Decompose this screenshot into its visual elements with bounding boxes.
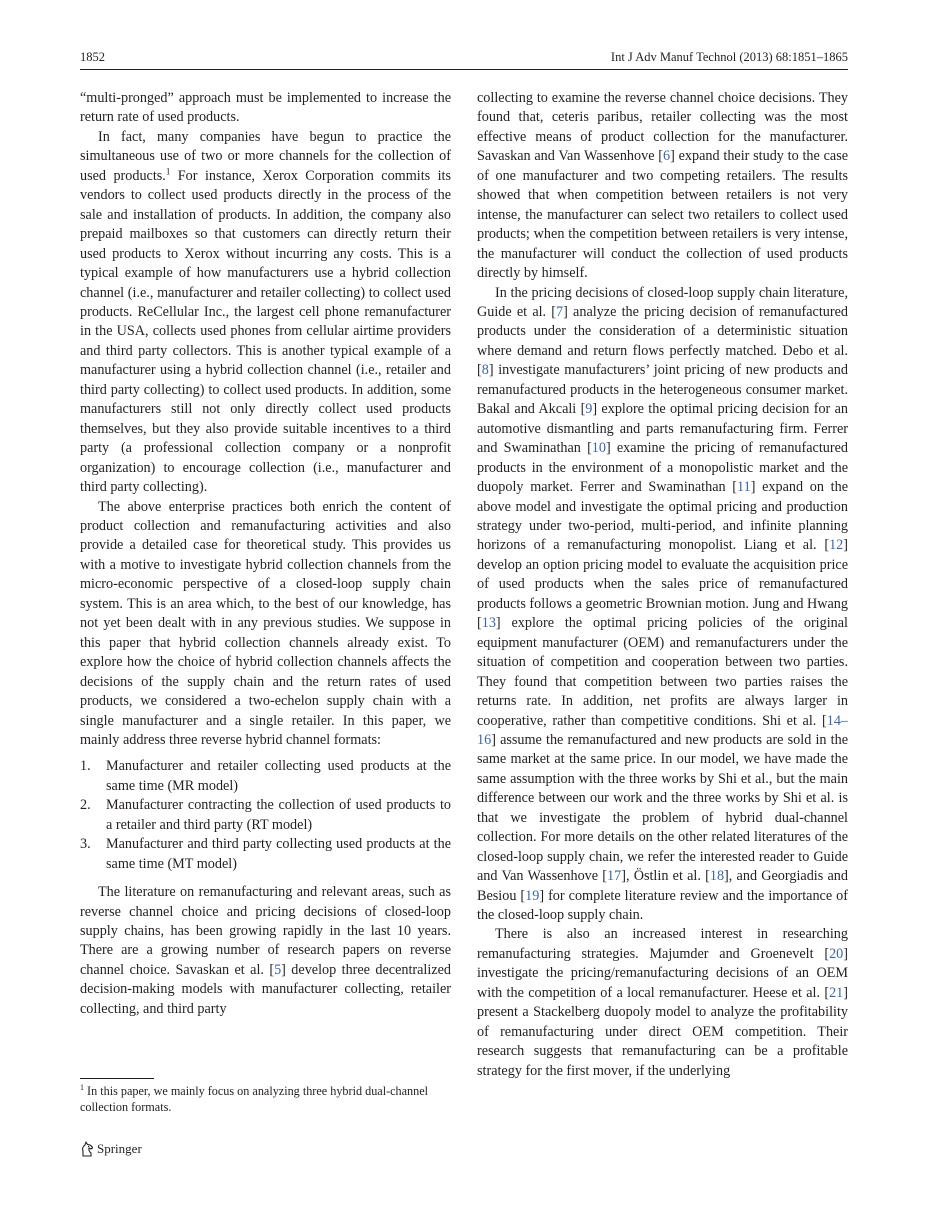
citation-link[interactable]: 9 bbox=[585, 401, 593, 418]
paragraph bbox=[80, 498, 451, 751]
paragraph-text: ] for complete literature review and the importance of the closed-loop supply chain. bbox=[477, 887, 848, 924]
citation-link[interactable]: 6 bbox=[663, 148, 671, 165]
footnote-marker[interactable]: 1 bbox=[165, 166, 171, 177]
left-column bbox=[80, 89, 451, 1019]
paragraph-text: collecting to examine the reverse channel choice decisions. They found that, ceteris paribus, retailer collecting was the most effective means of product collection for the manufacturer. Savaskan and Van Wassenhove [ bbox=[477, 90, 848, 165]
citation-link[interactable]: 5 bbox=[274, 961, 282, 978]
paragraph bbox=[477, 925, 848, 1081]
citation-link[interactable]: 20 bbox=[829, 945, 844, 962]
footnote bbox=[80, 1083, 452, 1115]
running-header bbox=[80, 50, 848, 68]
publisher-footer bbox=[80, 1140, 142, 1158]
paragraph bbox=[80, 883, 451, 1019]
citation-link[interactable]: 17 bbox=[607, 868, 622, 885]
header-rule bbox=[80, 69, 848, 70]
paragraph-text: In fact, many companies have begun to practice the simultaneous use of two or more channels for the collection of used products. bbox=[80, 128, 451, 184]
list-item bbox=[80, 835, 451, 874]
paragraph bbox=[477, 89, 848, 284]
paragraph-text: ], and Georgiadis and Besiou [ bbox=[477, 868, 848, 904]
paragraph-text: The literature on remanufacturing and relevant areas, such as reverse channel choice and pricing decisions of closed-loop supply chains, has been growing rapidly in the last 10 years. There are a growing number of research papers on reverse channel choice. Savaskan et al. [ bbox=[80, 884, 451, 978]
footnote-text: In this paper, we mainly focus on analyzing three hybrid dual-channel collection formats. bbox=[80, 1084, 429, 1114]
paragraph-text: In the pricing decisions of closed-loop supply chain literature, Guide et al. [ bbox=[477, 284, 848, 320]
paragraph-text: ] expand on the above model and investigate the optimal pricing and production strategy under two-period, multi-period, and infinite planning horizons of a remanufacturing monopolist. Liang et al. [ bbox=[477, 479, 848, 554]
paragraph-text: ] explore the optimal pricing decision for an automotive dismantling and parts remanufacturing firm. Ferrer and Swaminathan [ bbox=[477, 401, 848, 457]
citation-link[interactable]: 8 bbox=[481, 362, 489, 379]
paragraph-text: ], Östlin et al. [ bbox=[621, 868, 710, 885]
footnote-mark: 1 bbox=[80, 1082, 84, 1092]
paragraph bbox=[477, 284, 848, 926]
citation-link[interactable]: 10 bbox=[591, 440, 606, 457]
citation-link[interactable]: 12 bbox=[829, 537, 844, 554]
paragraph-text: The above enterprise practices both enrich the content of product collection and remanufacturing activities and also provide a detailed case for theoretical study. This provides us with a motive to investigate hybrid collection channels from the micro-economic perspective of a closed-loop supply chain system. This is an area which, to the best of our knowledge, has not yet been dealt with in any previous studies. We suppose in this paper that hybrid collection channels already exist. To explore how the choice of hybrid collection channels affects the decisions of the supply chain and the return rates of used products, we considered a two-echelon supply chain with a single manufacturer and a single retailer. In this paper, we mainly address three reverse hybrid channel formats: bbox=[80, 498, 451, 748]
paragraph-text: ] develop an option pricing model to evaluate the acquisition price of used products when the sales price of remanufactured products follows a geometric Brownian motion. Jung and Hwang [ bbox=[477, 537, 848, 632]
citation-link[interactable]: 18 bbox=[709, 868, 725, 885]
paragraph-text: “multi-pronged” approach must be implemented to increase the return rate of used products. bbox=[80, 90, 451, 126]
citation-link[interactable]: 11 bbox=[737, 479, 751, 496]
list-number: 1. bbox=[80, 758, 91, 775]
springer-horse-icon bbox=[80, 1141, 95, 1157]
list-item-text: Manufacturer and third party collecting used products at the same time (MT model) bbox=[106, 836, 451, 872]
paragraph-text: ] expand their study to the case of one manufacturer and two competing retailers. The results showed that when competition between retailers is not very intense, the manufacturer can select two retailers to collect used products; when the competition between retailers is very intense, the manufacturer will conduct the collection of used products directly by himself. bbox=[477, 148, 849, 282]
paragraph bbox=[80, 128, 451, 498]
list-item-text: Manufacturer and retailer collecting used products at the same time (MR model) bbox=[106, 758, 451, 794]
paragraph-text: ] analyze the pricing decision of remanufactured products under the consideration of a deterministic situation where demand and return flows perfectly matched. Debo et al. [ bbox=[477, 303, 849, 379]
paragraph-text: ] investigate the pricing/remanufacturing decisions of an OEM with the competition of a local remanufacturer. Heese et al. [ bbox=[477, 945, 848, 1001]
citation-link[interactable]: 19 bbox=[525, 887, 540, 904]
paragraph-text: ] investigate manufacturers’ joint pricing of new products and remanufactured products in the heterogeneous consumer market. Bakal and Akcali [ bbox=[477, 362, 848, 418]
list-number: 2. bbox=[80, 797, 91, 814]
citation-link[interactable]: 13 bbox=[481, 615, 496, 632]
citation-link[interactable]: 7 bbox=[556, 303, 564, 320]
right-column bbox=[477, 89, 848, 1081]
citation-link[interactable]: 14–16 bbox=[477, 712, 848, 748]
paragraph bbox=[80, 89, 451, 128]
list-item bbox=[80, 796, 451, 835]
publisher-name: Springer bbox=[97, 1141, 142, 1156]
page-number: 1852 bbox=[80, 50, 105, 64]
paragraph-text: ] develop three decentralized decision-making models with manufacturer collecting, retailer collecting, and third party bbox=[80, 961, 452, 1017]
list-item bbox=[80, 757, 451, 796]
journal-reference: Int J Adv Manuf Technol (2013) 68:1851–1865 bbox=[610, 50, 848, 64]
paragraph-text: For instance, Xerox Corporation commits its vendors to collect used products directly in the process of the sale and installation of products. In addition, the company also prepaid mailboxes so that customers can directly return their used products to Xerox without incurring any costs. This is a typical example of how manufacturers use a hybrid collection channel (i.e., manufacturer and retailer collecting) to collect used products. ReCellular Inc., the largest cell phone remanufacturer in the USA, collects used phones from cellular airtime providers and third party collectors. This is another typical example of a manufacturer using a hybrid collection channel (i.e., retailer and third party collecting) to collect used products. In addition, some manufacturers still not only directly collect used products themselves, but they also provide suitable incentives to a third party (a professional collection company or a nonprofit organization) to encourage collection (i.e., manufacturer and third party collecting). bbox=[80, 167, 451, 496]
list-item-text: Manufacturer contracting the collection of used products to a retailer and third party (RT model) bbox=[106, 797, 451, 833]
paragraph-text: ] explore the optimal pricing policies of the original equipment manufacturer (OEM) and remanufacturers under the situation of competition and cooperation between two parties. They found that competition between two parties raises the returns rate. In addition, net profits are always larger in cooperative, rather than competitive conditions. Shi et al. [ bbox=[477, 615, 848, 729]
paragraph-text: ] present a Stackelberg duopoly model to analyze the profitability of remanufacturing under direct OEM competition. Their research suggests that remanufacturing can be a profitable strategy for the first mover, if the underlying bbox=[477, 984, 848, 1079]
paragraph-text: ] examine the pricing of remanufactured products in the environment of a monopolistic market and the duopoly market. Ferrer and Swaminathan [ bbox=[477, 440, 848, 496]
paragraph-text: There is also an increased interest in researching remanufacturing strategies. Majumder and Groenevelt [ bbox=[477, 926, 848, 962]
citation-link[interactable]: 21 bbox=[829, 984, 844, 1001]
channel-format-list bbox=[80, 757, 451, 874]
footnote-rule bbox=[80, 1078, 154, 1079]
paragraph-text: ] assume the remanufactured and new products are sold in the same market at the same price. In our model, we have made the same assumption with the three works by Shi et al., but the main difference between our work and the three works by Shi et al. is that we investigate the problem of hybrid dual-channel collection. For more details on the other related literatures of the closed-loop supply chain, we refer the interested reader to Guide and Van Wassenhove [ bbox=[477, 731, 848, 885]
list-number: 3. bbox=[80, 836, 91, 853]
